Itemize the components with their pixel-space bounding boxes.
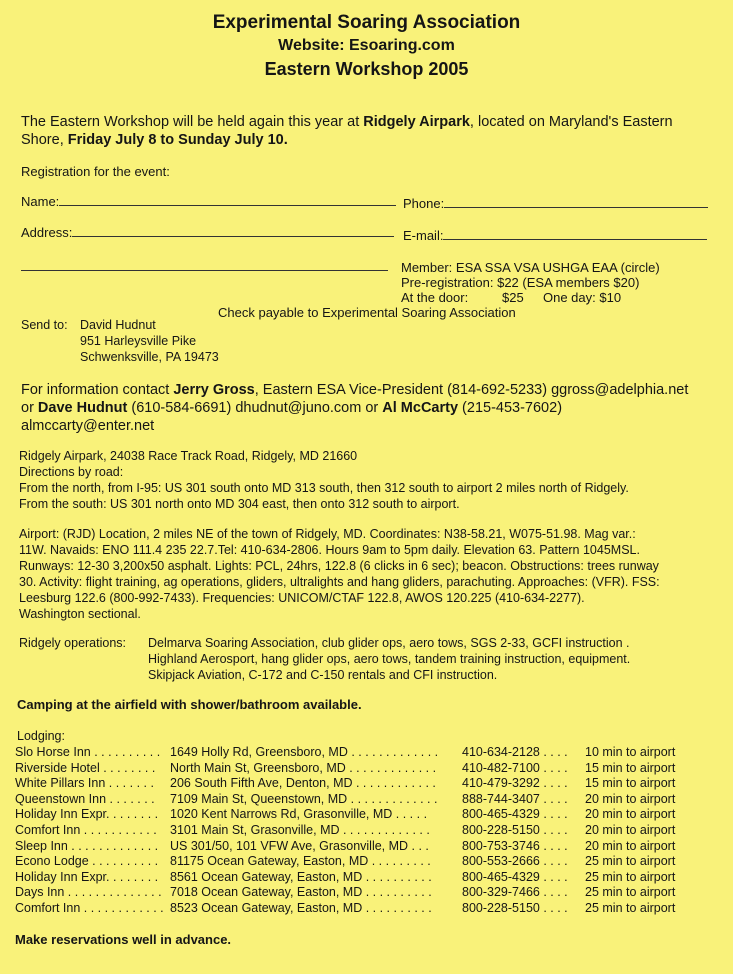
at-door-price: $25	[502, 290, 524, 305]
lodging-name: Days Inn . . . . . . . . . . . . . .	[15, 885, 162, 900]
airport-line: Leesburg 122.6 (800-992-7433). Frequencies: UNICOM/CTAF 122.8, AWOS 120.225 (410-634-2277).	[19, 591, 585, 605]
lodging-addr: North Main St, Greensboro, MD . . . . . . . . . . . . .	[170, 760, 437, 775]
lodging-name: Slo Horse Inn . . . . . . . . . .	[15, 745, 161, 759]
airport-line: Washington sectional.	[19, 607, 141, 621]
lodging-name: Holiday Inn Expr. . . . . . . .	[15, 869, 159, 884]
lodging-dist: 15 min to airport	[585, 776, 676, 791]
lodging-dist: 20 min to airport	[585, 838, 676, 853]
address-field[interactable]	[21, 225, 394, 240]
lodging-dist: 25 min to airport	[585, 869, 676, 884]
operations-line: Skipjack Aviation, C-172 and C-150 rentals and CFI instruction.	[148, 668, 498, 682]
lodging-name: Econo Lodge . . . . . . . . . .	[15, 854, 159, 869]
intro-place: Ridgely Airpark	[363, 114, 470, 130]
operations-label: Ridgely operations:	[19, 636, 127, 650]
lodging-name: White Pillars Inn . . . . . . .	[15, 776, 154, 791]
contact-al: Al McCarty	[382, 400, 459, 416]
lodging-phone: 800-228-5150 . . . .	[462, 823, 568, 837]
directions-heading: Directions by road:	[19, 465, 124, 479]
member-line: Member: ESA SSA VSA USHGA EAA (circle)	[401, 260, 660, 275]
contact-jerry: Jerry Gross	[173, 382, 255, 398]
airport-line: Runways: 12-30 3,200x50 asphalt. Lights: PCL, 24hrs, 122.8 (6 clicks in 6 sec); beacon. Obstructions: trees runway	[19, 559, 659, 573]
one-day-price: One day: $10	[543, 290, 622, 305]
lodging-phone: 800-553-2666 . . . .	[462, 854, 568, 869]
email-field[interactable]	[403, 228, 707, 243]
lodging-dist: 25 min to airport	[585, 854, 676, 869]
lodging-addr: 3101 Main St, Grasonville, MD . . . . . . . . . . . . .	[170, 823, 430, 837]
phone-line	[444, 206, 708, 208]
lodging-heading: Lodging:	[17, 729, 65, 743]
registration-heading: Registration for the event:	[21, 164, 170, 179]
lodging-addr: 206 South Fifth Ave, Denton, MD . . . . . . . . . . . .	[170, 776, 436, 791]
directions-north: From the north, from I-95: US 301 south onto MD 313 south, then 312 south to airport 2 miles north of Ridgely.	[19, 481, 629, 495]
email-label: E-mail:	[403, 228, 444, 243]
preregistration-line: Pre-registration: $22 (ESA members $20)	[401, 275, 640, 290]
phone-field[interactable]	[403, 196, 708, 211]
org-title: Experimental Soaring Association	[212, 12, 521, 33]
camping-note: Camping at the airfield with shower/bathroom available.	[17, 697, 362, 712]
blank-line[interactable]	[21, 270, 388, 271]
intro-text-2: , located on Maryland's Eastern	[469, 114, 673, 130]
reservation-note: Make reservations well in advance.	[15, 932, 232, 947]
lodging-name: Holiday Inn Expr. . . . . . . .	[15, 807, 159, 822]
lodging-dist: 25 min to airport	[585, 885, 676, 900]
lodging-addr: 7018 Ocean Gateway, Easton, MD . . . . . . . . . .	[170, 885, 432, 900]
contact-text-2: , Eastern ESA Vice-President (814-692-5233) ggross@adelphia.net	[254, 382, 689, 398]
contact-line-3: almccarty@enter.net	[21, 418, 155, 434]
lodging-addr: 8523 Ocean Gateway, Easton, MD . . . . . . . . . .	[170, 901, 432, 915]
lodging-phone: 410-634-2128 . . . .	[462, 745, 568, 759]
directions-south: From the south: US 301 north onto MD 304 east, then onto 312 south to airport.	[19, 497, 460, 511]
contact-text-4: (610-584-6691) dhudnut@juno.com or	[127, 400, 383, 416]
lodging-name: Riverside Hotel . . . . . . . .	[15, 760, 156, 775]
intro-line-2	[21, 132, 288, 148]
contact-dave: Dave Hudnut	[37, 400, 128, 416]
lodging-phone: 800-753-3746 . . . .	[462, 838, 568, 853]
phone-label: Phone:	[403, 196, 445, 211]
lodging-phone: 410-479-3292 . . . .	[462, 776, 568, 791]
address-label: Address:	[21, 225, 73, 240]
contact-text-5: (215-453-7602)	[458, 400, 563, 416]
lodging-dist: 20 min to airport	[585, 807, 676, 822]
lodging-name: Comfort Inn . . . . . . . . . . . .	[15, 901, 164, 915]
lodging-addr: 1649 Holly Rd, Greensboro, MD . . . . . . . . . . . . .	[170, 745, 439, 759]
operations-line: Delmarva Soaring Association, club glider ops, aero tows, SGS 2-33, GCFI instruction .	[148, 636, 630, 650]
email-line	[443, 238, 707, 240]
airpark-address: Ridgely Airpark, 24038 Race Track Road, Ridgely, MD 21660	[19, 449, 358, 463]
intro-dates: Friday July 8 to Sunday July 10.	[67, 132, 288, 148]
send-to-street: 951 Harleysville Pike	[80, 334, 197, 348]
at-door-label: At the door:	[401, 290, 469, 305]
lodging-addr: 81175 Ocean Gateway, Easton, MD . . . . . . . . .	[170, 854, 431, 869]
lodging-dist: 20 min to airport	[585, 823, 676, 837]
lodging-phone: 888-744-3407 . . . .	[462, 791, 568, 806]
lodging-phone: 800-465-4329 . . . .	[462, 869, 568, 884]
send-to-city: Schwenksville, PA 19473	[80, 350, 219, 364]
lodging-addr: US 301/50, 101 VFW Ave, Grasonville, MD . . .	[170, 838, 429, 853]
airport-line: 11W. Navaids: ENO 111.4 235 22.7.Tel: 410-634-2806. Hours 9am to 5pm daily. Elevation 63. Pattern 1045MSL.	[19, 543, 640, 557]
airport-line: 30. Activity: flight training, ag operations, gliders, ultralights and hang gliders, parachuting. Approaches: (VFR). FSS:	[19, 575, 660, 589]
lodging-dist: 20 min to airport	[585, 791, 676, 806]
website-line: Website: Esoaring.com	[278, 37, 455, 54]
event-title: Eastern Workshop 2005	[264, 59, 469, 79]
airport-line: Airport: (RJD) Location, 2 miles NE of the town of Ridgely, MD. Coordinates: N38-58.21, W075-51.98. Mag var.:	[19, 527, 636, 541]
lodging-name: Comfort Inn . . . . . . . . . . .	[15, 823, 157, 837]
address-line	[72, 235, 394, 237]
lodging-name: Sleep Inn . . . . . . . . . . . . .	[15, 838, 159, 853]
lodging-phone: 410-482-7100 . . . .	[462, 760, 568, 775]
name-line	[59, 204, 396, 206]
lodging-dist: 25 min to airport	[585, 901, 676, 915]
name-field[interactable]	[21, 194, 396, 209]
intro-line-1	[21, 114, 673, 130]
lodging-addr: 1020 Kent Narrows Rd, Grasonville, MD . . . . .	[170, 807, 428, 822]
lodging-dist: 10 min to airport	[585, 745, 676, 759]
intro-text: The Eastern Workshop will be held again this year at	[21, 114, 364, 130]
contact-line-1	[21, 382, 688, 398]
lodging-dist: 15 min to airport	[585, 760, 676, 775]
contact-text-3: or	[21, 400, 38, 416]
lodging-addr: 8561 Ocean Gateway, Easton, MD . . . . . . . . . .	[170, 869, 432, 884]
lodging-addr: 7109 Main St, Queenstown, MD . . . . . . . . . . . . .	[170, 791, 438, 806]
operations-line: Highland Aerosport, hang glider ops, aero tows, tandem training instruction, equipment.	[148, 652, 631, 666]
lodging-phone: 800-329-7466 . . . .	[462, 885, 568, 900]
lodging-phone: 800-465-4329 . . . .	[462, 807, 568, 822]
name-label: Name:	[21, 194, 60, 209]
lodging-name: Queenstown Inn . . . . . . .	[15, 791, 155, 806]
check-payable: Check payable to Experimental Soaring Association	[218, 305, 516, 320]
contact-line-2	[21, 400, 562, 416]
intro-text-3: Shore,	[21, 132, 68, 148]
send-to-name: David Hudnut	[80, 318, 156, 332]
lodging-phone: 800-228-5150 . . . .	[462, 901, 568, 915]
contact-text: For information contact	[21, 382, 174, 398]
send-to-label: Send to:	[21, 318, 68, 332]
